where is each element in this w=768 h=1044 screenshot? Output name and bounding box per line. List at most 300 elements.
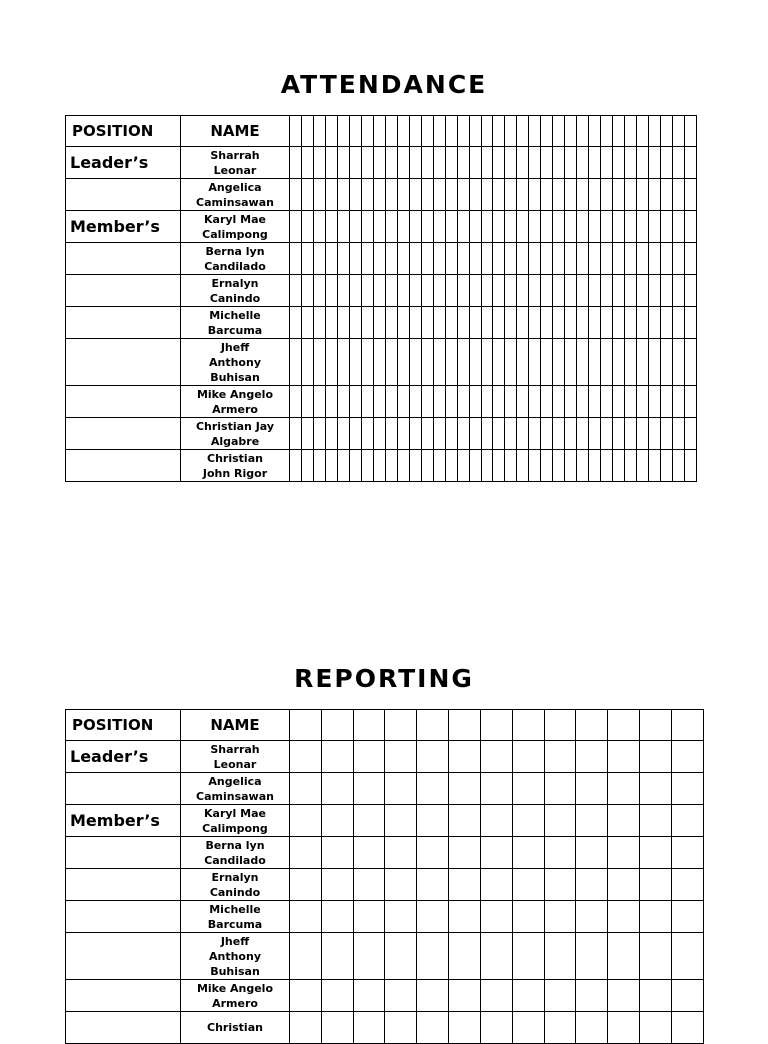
grid-cell[interactable] — [684, 418, 696, 450]
grid-cell[interactable] — [290, 805, 322, 837]
grid-cell[interactable] — [637, 386, 649, 418]
grid-cell[interactable] — [671, 933, 703, 980]
grid-cell[interactable] — [353, 1012, 385, 1044]
grid-cell[interactable] — [608, 901, 640, 933]
grid-cell[interactable] — [421, 243, 433, 275]
grid-cell[interactable] — [421, 339, 433, 386]
grid-cell[interactable] — [481, 275, 493, 307]
grid-cell[interactable] — [589, 418, 601, 450]
grid-cell[interactable] — [445, 418, 457, 450]
grid-cell[interactable] — [661, 339, 673, 386]
grid-cell[interactable] — [321, 837, 353, 869]
grid-cell[interactable] — [577, 243, 589, 275]
grid-cell[interactable] — [577, 450, 589, 482]
grid-cell[interactable] — [373, 211, 385, 243]
grid-cell[interactable] — [445, 243, 457, 275]
grid-cell[interactable] — [417, 1012, 449, 1044]
grid-cell[interactable] — [349, 211, 361, 243]
grid-cell[interactable] — [301, 386, 313, 418]
grid-cell[interactable] — [421, 450, 433, 482]
grid-cell[interactable] — [321, 869, 353, 901]
grid-cell[interactable] — [589, 450, 601, 482]
grid-cell[interactable] — [544, 837, 576, 869]
grid-cell[interactable] — [457, 418, 469, 450]
grid-cell[interactable] — [649, 386, 661, 418]
grid-cell[interactable] — [553, 450, 565, 482]
grid-cell[interactable] — [517, 179, 529, 211]
grid-cell[interactable] — [373, 116, 385, 147]
grid-cell[interactable] — [565, 179, 577, 211]
grid-cell[interactable] — [649, 307, 661, 339]
grid-cell[interactable] — [613, 386, 625, 418]
grid-cell[interactable] — [512, 837, 544, 869]
grid-cell[interactable] — [481, 243, 493, 275]
grid-cell[interactable] — [673, 243, 685, 275]
grid-cell[interactable] — [385, 450, 397, 482]
grid-cell[interactable] — [337, 307, 349, 339]
grid-cell[interactable] — [637, 116, 649, 147]
grid-cell[interactable] — [673, 450, 685, 482]
grid-cell[interactable] — [608, 773, 640, 805]
grid-cell[interactable] — [445, 450, 457, 482]
grid-cell[interactable] — [529, 275, 541, 307]
grid-cell[interactable] — [337, 179, 349, 211]
grid-cell[interactable] — [469, 275, 481, 307]
grid-cell[interactable] — [301, 147, 313, 179]
grid-cell[interactable] — [433, 243, 445, 275]
grid-cell[interactable] — [417, 773, 449, 805]
grid-cell[interactable] — [325, 211, 337, 243]
grid-cell[interactable] — [505, 339, 517, 386]
grid-cell[interactable] — [671, 773, 703, 805]
grid-cell[interactable] — [421, 211, 433, 243]
grid-cell[interactable] — [637, 339, 649, 386]
grid-cell[interactable] — [301, 418, 313, 450]
grid-cell[interactable] — [493, 418, 505, 450]
grid-cell[interactable] — [457, 211, 469, 243]
grid-cell[interactable] — [421, 116, 433, 147]
grid-cell[interactable] — [385, 901, 417, 933]
grid-cell[interactable] — [512, 901, 544, 933]
grid-cell[interactable] — [640, 773, 672, 805]
grid-cell[interactable] — [576, 773, 608, 805]
grid-cell[interactable] — [321, 980, 353, 1012]
grid-cell[interactable] — [417, 741, 449, 773]
grid-cell[interactable] — [325, 307, 337, 339]
grid-cell[interactable] — [385, 773, 417, 805]
grid-cell[interactable] — [673, 147, 685, 179]
grid-cell[interactable] — [505, 243, 517, 275]
grid-cell[interactable] — [469, 450, 481, 482]
grid-cell[interactable] — [290, 243, 302, 275]
grid-cell[interactable] — [671, 837, 703, 869]
grid-cell[interactable] — [529, 307, 541, 339]
grid-cell[interactable] — [469, 147, 481, 179]
grid-cell[interactable] — [684, 275, 696, 307]
grid-cell[interactable] — [480, 741, 512, 773]
grid-cell[interactable] — [608, 741, 640, 773]
grid-cell[interactable] — [290, 275, 302, 307]
grid-cell[interactable] — [481, 147, 493, 179]
grid-cell[interactable] — [649, 450, 661, 482]
grid-cell[interactable] — [613, 275, 625, 307]
grid-cell[interactable] — [661, 275, 673, 307]
grid-cell[interactable] — [349, 243, 361, 275]
grid-cell[interactable] — [313, 211, 325, 243]
grid-cell[interactable] — [541, 339, 553, 386]
grid-cell[interactable] — [640, 805, 672, 837]
grid-cell[interactable] — [313, 116, 325, 147]
grid-cell[interactable] — [541, 307, 553, 339]
grid-cell[interactable] — [361, 339, 373, 386]
grid-cell[interactable] — [337, 147, 349, 179]
grid-cell[interactable] — [529, 450, 541, 482]
grid-cell[interactable] — [529, 418, 541, 450]
grid-cell[interactable] — [649, 275, 661, 307]
grid-cell[interactable] — [433, 147, 445, 179]
grid-cell[interactable] — [577, 418, 589, 450]
grid-cell[interactable] — [445, 147, 457, 179]
grid-cell[interactable] — [541, 386, 553, 418]
grid-cell[interactable] — [449, 837, 481, 869]
grid-cell[interactable] — [480, 773, 512, 805]
grid-cell[interactable] — [385, 116, 397, 147]
grid-cell[interactable] — [421, 147, 433, 179]
grid-cell[interactable] — [649, 339, 661, 386]
grid-cell[interactable] — [457, 307, 469, 339]
grid-cell[interactable] — [640, 741, 672, 773]
grid-cell[interactable] — [589, 243, 601, 275]
grid-cell[interactable] — [684, 450, 696, 482]
grid-cell[interactable] — [608, 837, 640, 869]
grid-cell[interactable] — [290, 418, 302, 450]
grid-cell[interactable] — [290, 147, 302, 179]
grid-cell[interactable] — [577, 147, 589, 179]
grid-cell[interactable] — [541, 450, 553, 482]
grid-cell[interactable] — [577, 307, 589, 339]
grid-cell[interactable] — [512, 805, 544, 837]
grid-cell[interactable] — [321, 741, 353, 773]
grid-cell[interactable] — [589, 339, 601, 386]
grid-cell[interactable] — [565, 275, 577, 307]
grid-cell[interactable] — [445, 339, 457, 386]
grid-cell[interactable] — [661, 116, 673, 147]
grid-cell[interactable] — [385, 805, 417, 837]
grid-cell[interactable] — [517, 243, 529, 275]
grid-cell[interactable] — [449, 901, 481, 933]
grid-cell[interactable] — [361, 418, 373, 450]
grid-cell[interactable] — [671, 901, 703, 933]
grid-cell[interactable] — [505, 179, 517, 211]
grid-cell[interactable] — [544, 869, 576, 901]
grid-cell[interactable] — [313, 179, 325, 211]
grid-cell[interactable] — [505, 418, 517, 450]
grid-cell[interactable] — [601, 116, 613, 147]
grid-cell[interactable] — [673, 386, 685, 418]
grid-cell[interactable] — [301, 450, 313, 482]
grid-cell[interactable] — [589, 147, 601, 179]
grid-cell[interactable] — [481, 116, 493, 147]
grid-cell[interactable] — [684, 339, 696, 386]
grid-cell[interactable] — [409, 450, 421, 482]
grid-cell[interactable] — [637, 307, 649, 339]
grid-cell[interactable] — [671, 1012, 703, 1044]
grid-cell[interactable] — [417, 933, 449, 980]
grid-cell[interactable] — [481, 450, 493, 482]
grid-cell[interactable] — [576, 901, 608, 933]
grid-cell[interactable] — [445, 211, 457, 243]
grid-cell[interactable] — [445, 386, 457, 418]
grid-cell[interactable] — [385, 275, 397, 307]
grid-cell[interactable] — [385, 339, 397, 386]
grid-cell[interactable] — [290, 773, 322, 805]
grid-cell[interactable] — [290, 933, 322, 980]
grid-cell[interactable] — [480, 1012, 512, 1044]
grid-cell[interactable] — [512, 773, 544, 805]
grid-cell[interactable] — [512, 869, 544, 901]
grid-cell[interactable] — [544, 1012, 576, 1044]
grid-cell[interactable] — [385, 179, 397, 211]
grid-cell[interactable] — [353, 710, 385, 741]
grid-cell[interactable] — [290, 980, 322, 1012]
grid-cell[interactable] — [445, 116, 457, 147]
grid-cell[interactable] — [325, 179, 337, 211]
grid-cell[interactable] — [661, 211, 673, 243]
grid-cell[interactable] — [684, 307, 696, 339]
grid-cell[interactable] — [417, 805, 449, 837]
grid-cell[interactable] — [637, 275, 649, 307]
grid-cell[interactable] — [373, 418, 385, 450]
grid-cell[interactable] — [449, 741, 481, 773]
grid-cell[interactable] — [409, 147, 421, 179]
grid-cell[interactable] — [313, 339, 325, 386]
grid-cell[interactable] — [684, 386, 696, 418]
grid-cell[interactable] — [469, 116, 481, 147]
grid-cell[interactable] — [493, 243, 505, 275]
grid-cell[interactable] — [373, 450, 385, 482]
grid-cell[interactable] — [385, 1012, 417, 1044]
grid-cell[interactable] — [505, 211, 517, 243]
grid-cell[interactable] — [637, 179, 649, 211]
grid-cell[interactable] — [625, 116, 637, 147]
grid-cell[interactable] — [325, 450, 337, 482]
grid-cell[interactable] — [613, 179, 625, 211]
grid-cell[interactable] — [421, 275, 433, 307]
grid-cell[interactable] — [613, 307, 625, 339]
grid-cell[interactable] — [517, 450, 529, 482]
grid-cell[interactable] — [397, 147, 409, 179]
grid-cell[interactable] — [445, 307, 457, 339]
grid-cell[interactable] — [601, 243, 613, 275]
grid-cell[interactable] — [671, 741, 703, 773]
grid-cell[interactable] — [325, 243, 337, 275]
grid-cell[interactable] — [433, 275, 445, 307]
grid-cell[interactable] — [290, 869, 322, 901]
grid-cell[interactable] — [517, 275, 529, 307]
grid-cell[interactable] — [433, 307, 445, 339]
grid-cell[interactable] — [385, 869, 417, 901]
grid-cell[interactable] — [640, 837, 672, 869]
grid-cell[interactable] — [397, 243, 409, 275]
grid-cell[interactable] — [417, 837, 449, 869]
grid-cell[interactable] — [529, 147, 541, 179]
grid-cell[interactable] — [409, 275, 421, 307]
grid-cell[interactable] — [349, 450, 361, 482]
grid-cell[interactable] — [469, 211, 481, 243]
grid-cell[interactable] — [541, 147, 553, 179]
grid-cell[interactable] — [313, 243, 325, 275]
grid-cell[interactable] — [661, 243, 673, 275]
grid-cell[interactable] — [577, 339, 589, 386]
grid-cell[interactable] — [640, 710, 672, 741]
grid-cell[interactable] — [397, 418, 409, 450]
grid-cell[interactable] — [349, 418, 361, 450]
grid-cell[interactable] — [553, 243, 565, 275]
grid-cell[interactable] — [541, 418, 553, 450]
grid-cell[interactable] — [661, 179, 673, 211]
grid-cell[interactable] — [290, 741, 322, 773]
grid-cell[interactable] — [421, 418, 433, 450]
grid-cell[interactable] — [469, 386, 481, 418]
grid-cell[interactable] — [457, 275, 469, 307]
grid-cell[interactable] — [469, 418, 481, 450]
grid-cell[interactable] — [565, 243, 577, 275]
grid-cell[interactable] — [649, 243, 661, 275]
grid-cell[interactable] — [673, 307, 685, 339]
grid-cell[interactable] — [608, 980, 640, 1012]
grid-cell[interactable] — [373, 147, 385, 179]
grid-cell[interactable] — [608, 1012, 640, 1044]
grid-cell[interactable] — [589, 275, 601, 307]
grid-cell[interactable] — [640, 901, 672, 933]
grid-cell[interactable] — [505, 147, 517, 179]
grid-cell[interactable] — [673, 116, 685, 147]
grid-cell[interactable] — [589, 211, 601, 243]
grid-cell[interactable] — [301, 307, 313, 339]
grid-cell[interactable] — [544, 710, 576, 741]
grid-cell[interactable] — [637, 243, 649, 275]
grid-cell[interactable] — [553, 275, 565, 307]
grid-cell[interactable] — [301, 243, 313, 275]
grid-cell[interactable] — [349, 339, 361, 386]
grid-cell[interactable] — [325, 147, 337, 179]
grid-cell[interactable] — [385, 307, 397, 339]
grid-cell[interactable] — [671, 869, 703, 901]
grid-cell[interactable] — [353, 837, 385, 869]
grid-cell[interactable] — [417, 710, 449, 741]
grid-cell[interactable] — [493, 339, 505, 386]
grid-cell[interactable] — [577, 275, 589, 307]
grid-cell[interactable] — [361, 307, 373, 339]
grid-cell[interactable] — [601, 211, 613, 243]
grid-cell[interactable] — [493, 386, 505, 418]
grid-cell[interactable] — [457, 450, 469, 482]
grid-cell[interactable] — [512, 1012, 544, 1044]
grid-cell[interactable] — [493, 179, 505, 211]
grid-cell[interactable] — [409, 418, 421, 450]
grid-cell[interactable] — [661, 450, 673, 482]
grid-cell[interactable] — [353, 741, 385, 773]
grid-cell[interactable] — [565, 450, 577, 482]
grid-cell[interactable] — [481, 179, 493, 211]
grid-cell[interactable] — [565, 211, 577, 243]
grid-cell[interactable] — [517, 386, 529, 418]
grid-cell[interactable] — [325, 418, 337, 450]
grid-cell[interactable] — [625, 307, 637, 339]
grid-cell[interactable] — [469, 179, 481, 211]
grid-cell[interactable] — [661, 386, 673, 418]
grid-cell[interactable] — [325, 339, 337, 386]
grid-cell[interactable] — [313, 307, 325, 339]
grid-cell[interactable] — [337, 339, 349, 386]
grid-cell[interactable] — [673, 179, 685, 211]
grid-cell[interactable] — [517, 211, 529, 243]
grid-cell[interactable] — [576, 805, 608, 837]
grid-cell[interactable] — [385, 837, 417, 869]
grid-cell[interactable] — [625, 418, 637, 450]
grid-cell[interactable] — [481, 339, 493, 386]
grid-cell[interactable] — [601, 147, 613, 179]
grid-cell[interactable] — [517, 339, 529, 386]
grid-cell[interactable] — [481, 307, 493, 339]
grid-cell[interactable] — [661, 418, 673, 450]
grid-cell[interactable] — [337, 116, 349, 147]
grid-cell[interactable] — [553, 386, 565, 418]
grid-cell[interactable] — [385, 980, 417, 1012]
grid-cell[interactable] — [301, 275, 313, 307]
grid-cell[interactable] — [321, 710, 353, 741]
grid-cell[interactable] — [553, 147, 565, 179]
grid-cell[interactable] — [409, 386, 421, 418]
grid-cell[interactable] — [565, 418, 577, 450]
grid-cell[interactable] — [313, 418, 325, 450]
grid-cell[interactable] — [313, 450, 325, 482]
grid-cell[interactable] — [445, 179, 457, 211]
grid-cell[interactable] — [529, 116, 541, 147]
grid-cell[interactable] — [397, 116, 409, 147]
grid-cell[interactable] — [637, 450, 649, 482]
grid-cell[interactable] — [640, 933, 672, 980]
grid-cell[interactable] — [449, 773, 481, 805]
grid-cell[interactable] — [421, 307, 433, 339]
grid-cell[interactable] — [433, 211, 445, 243]
grid-cell[interactable] — [577, 211, 589, 243]
grid-cell[interactable] — [577, 179, 589, 211]
grid-cell[interactable] — [529, 243, 541, 275]
grid-cell[interactable] — [457, 147, 469, 179]
grid-cell[interactable] — [290, 710, 322, 741]
grid-cell[interactable] — [480, 980, 512, 1012]
grid-cell[interactable] — [337, 243, 349, 275]
grid-cell[interactable] — [625, 179, 637, 211]
grid-cell[interactable] — [480, 933, 512, 980]
grid-cell[interactable] — [449, 980, 481, 1012]
grid-cell[interactable] — [640, 869, 672, 901]
grid-cell[interactable] — [625, 211, 637, 243]
grid-cell[interactable] — [565, 339, 577, 386]
grid-cell[interactable] — [313, 386, 325, 418]
grid-cell[interactable] — [321, 773, 353, 805]
grid-cell[interactable] — [457, 243, 469, 275]
grid-cell[interactable] — [553, 211, 565, 243]
grid-cell[interactable] — [517, 147, 529, 179]
grid-cell[interactable] — [321, 1012, 353, 1044]
grid-cell[interactable] — [576, 980, 608, 1012]
grid-cell[interactable] — [661, 147, 673, 179]
grid-cell[interactable] — [480, 710, 512, 741]
grid-cell[interactable] — [409, 116, 421, 147]
grid-cell[interactable] — [449, 710, 481, 741]
